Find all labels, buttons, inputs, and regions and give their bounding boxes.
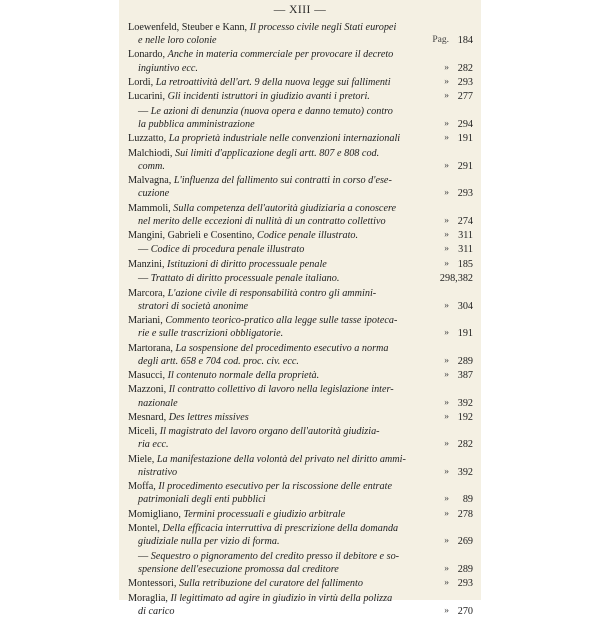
entry-author: Moffa, bbox=[128, 481, 156, 493]
entry-title: nel merito delle eccezioni di nullità di un contratto collettivo bbox=[138, 215, 386, 227]
entry-line bbox=[128, 563, 416, 576]
page-reference bbox=[444, 493, 473, 506]
page-reference bbox=[444, 258, 473, 271]
page-number-ref: 270 bbox=[457, 605, 473, 617]
index-entry bbox=[119, 522, 481, 548]
entry-title: cuzione bbox=[138, 188, 170, 200]
page-marker: » bbox=[444, 370, 449, 381]
index-entry bbox=[119, 508, 481, 521]
index-entry bbox=[119, 202, 481, 228]
entry-author: Montessori, bbox=[128, 578, 177, 590]
entry-title: Codice di procedura penale illustrato bbox=[150, 244, 305, 256]
entry-line bbox=[128, 118, 416, 131]
entry-line bbox=[128, 397, 416, 410]
page-number: — XIII — bbox=[273, 4, 327, 16]
entry-author: Lordi, bbox=[128, 76, 154, 88]
entry-line bbox=[128, 215, 416, 228]
entry-title: Gli incidenti istruttori in giudizio avanti i pretori. bbox=[167, 91, 370, 103]
entry-author: Momigliano, bbox=[128, 508, 181, 520]
entry-line bbox=[128, 453, 416, 466]
page-number-ref: 289 bbox=[457, 563, 473, 575]
entry-line bbox=[128, 21, 416, 34]
page-number-ref: 269 bbox=[457, 536, 473, 548]
entry-author: Lonardo, bbox=[128, 49, 166, 61]
entry-author: Manzini, bbox=[128, 258, 165, 270]
entry-title: La manifestazione della volontà del privato nel diritto ammi- bbox=[156, 453, 406, 465]
entry-line bbox=[128, 287, 416, 300]
page-number-ref: 311 bbox=[458, 230, 473, 242]
entry-line bbox=[128, 355, 416, 368]
entry-line bbox=[128, 243, 416, 256]
page-reference bbox=[444, 300, 473, 313]
page-number-ref: 89 bbox=[462, 494, 473, 506]
entry-line bbox=[128, 369, 416, 382]
index-entry bbox=[119, 577, 481, 590]
entry-line bbox=[128, 258, 416, 271]
page-number-ref: 191 bbox=[457, 328, 473, 340]
entry-title: Il legittimato ad agire in giudizio in virtù della polizza bbox=[170, 592, 393, 604]
index-entry bbox=[119, 258, 481, 271]
page-number-ref: 184 bbox=[457, 35, 473, 47]
index-entry bbox=[119, 105, 481, 131]
page-number-ref: 311 bbox=[458, 244, 473, 256]
page-marker: » bbox=[444, 244, 449, 255]
page-reference bbox=[444, 369, 473, 382]
entry-title: degli artt. 658 e 704 cod. proc. civ. ecc. bbox=[138, 355, 299, 367]
index-entry bbox=[119, 411, 481, 424]
entry-title: nazionale bbox=[138, 397, 178, 409]
page-number-ref: 298,382 bbox=[439, 273, 473, 285]
page-marker: » bbox=[444, 411, 449, 422]
page-marker: » bbox=[444, 536, 449, 547]
index-entry bbox=[119, 453, 481, 479]
entry-line bbox=[128, 160, 416, 173]
page-number-ref: 387 bbox=[457, 370, 473, 382]
entry-title: La proprietà industriale nelle convenzioni internazionali bbox=[168, 133, 401, 145]
entry-line bbox=[128, 174, 416, 187]
page-reference bbox=[444, 466, 473, 479]
index-entry bbox=[119, 480, 481, 506]
page-reference bbox=[444, 132, 473, 145]
page-reference bbox=[444, 62, 473, 75]
entry-line bbox=[128, 383, 416, 396]
page-marker: » bbox=[444, 466, 449, 477]
index-entry bbox=[119, 272, 481, 285]
entry-line bbox=[128, 466, 416, 479]
entry-author: — bbox=[138, 550, 149, 562]
page-number-ref: 293 bbox=[457, 578, 473, 590]
entry-author: Miele, bbox=[128, 453, 155, 465]
page-number-ref: 293 bbox=[457, 76, 473, 88]
index-entry bbox=[119, 21, 481, 47]
entry-title: Il contratto collettivo di lavoro nella legislazione inter- bbox=[168, 384, 394, 396]
page-marker: » bbox=[444, 258, 449, 269]
entry-line bbox=[128, 592, 416, 605]
entry-author: Mazzoni, bbox=[128, 384, 167, 396]
entry-title: Sulla competenza dell'autorità giudiziaria a conoscere bbox=[173, 202, 397, 214]
entry-line bbox=[128, 132, 416, 145]
entry-title: La retroattività dell'art. 9 della nuova legge sui fallimenti bbox=[155, 76, 391, 88]
entry-author: — bbox=[138, 244, 149, 256]
page-number-ref: 293 bbox=[457, 188, 473, 200]
entry-title: Il magistrato del lavoro organo dell'autorità giudizia- bbox=[159, 426, 380, 438]
entry-author: Malvagna, bbox=[128, 175, 172, 187]
entry-title: stratori di società anonime bbox=[138, 300, 249, 312]
entry-author: Mesnard, bbox=[128, 411, 167, 423]
page-number-ref: 291 bbox=[457, 160, 473, 172]
entry-line bbox=[128, 425, 416, 438]
entry-title: L'influenza del fallimento sui contratti in corso d'ese- bbox=[173, 175, 392, 187]
entry-author: Luzzatto, bbox=[128, 133, 167, 145]
index-entry bbox=[119, 425, 481, 451]
entry-title: Sulla retribuzione del curatore del fallimento bbox=[178, 578, 363, 590]
index-entry bbox=[119, 314, 481, 340]
entry-author: Martorana, bbox=[128, 342, 173, 354]
entry-title: Le azioni di denunzia (nuova opera e danno temuto) contro bbox=[150, 105, 393, 117]
page-marker: » bbox=[444, 563, 449, 574]
page-number-ref: 282 bbox=[457, 62, 473, 74]
entry-line bbox=[128, 202, 416, 215]
entry-line bbox=[128, 76, 416, 89]
entry-line bbox=[128, 411, 416, 424]
page-marker: » bbox=[444, 230, 449, 241]
page-marker: Pag. bbox=[432, 35, 449, 46]
page-reference bbox=[444, 535, 473, 548]
entry-title: ingiuntivo ecc. bbox=[138, 62, 198, 74]
page-reference bbox=[444, 229, 473, 242]
entry-title: di carico bbox=[138, 605, 175, 617]
entry-title: Il procedimento esecutivo per la riscossione delle entrate bbox=[158, 481, 392, 493]
page-number-ref: 274 bbox=[457, 215, 473, 227]
page-number-ref: 304 bbox=[457, 300, 473, 312]
entry-author: Lucarini, bbox=[128, 91, 166, 103]
page-number-ref: 392 bbox=[457, 397, 473, 409]
entry-line bbox=[128, 493, 416, 506]
entry-line bbox=[128, 300, 416, 313]
entry-title: comm. bbox=[138, 160, 165, 172]
entry-author: — bbox=[138, 105, 149, 117]
entry-author: Montel, bbox=[128, 523, 160, 535]
entry-line bbox=[128, 438, 416, 451]
entry-line bbox=[128, 34, 416, 47]
page-marker: » bbox=[444, 91, 449, 102]
entry-line bbox=[128, 105, 416, 118]
entry-line bbox=[128, 577, 416, 590]
index-entry bbox=[119, 592, 481, 618]
index-entry bbox=[119, 132, 481, 145]
entry-line bbox=[128, 48, 416, 61]
entry-title: nistrativo bbox=[138, 466, 178, 478]
entry-title: Sui limiti d'applicazione degli artt. 807 e 808 cod. bbox=[174, 147, 380, 159]
entry-line bbox=[128, 90, 416, 103]
entry-title: Istituzioni di diritto processuale penale bbox=[167, 258, 327, 270]
page-marker: » bbox=[444, 133, 449, 144]
page-marker: » bbox=[444, 508, 449, 519]
page-number-ref: 392 bbox=[457, 466, 473, 478]
entry-author: Miceli, bbox=[128, 426, 158, 438]
page-reference bbox=[444, 215, 473, 228]
entry-title: Commento teorico-pratico alla legge sulle tasse ipoteca- bbox=[165, 315, 398, 327]
page-marker: » bbox=[444, 215, 449, 226]
index-entry bbox=[119, 550, 481, 576]
entry-author: Masucci, bbox=[128, 370, 166, 382]
entry-title: La sospensione del procedimento esecutivo a norma bbox=[175, 342, 389, 354]
entry-title: ria ecc. bbox=[138, 439, 169, 451]
index-entry bbox=[119, 174, 481, 200]
page-number-ref: 278 bbox=[457, 508, 473, 520]
entry-title: Trattato di diritto processuale penale italiano. bbox=[150, 273, 340, 285]
page-marker: » bbox=[444, 300, 449, 311]
entry-author: Marcora, bbox=[128, 287, 166, 299]
index-entry bbox=[119, 76, 481, 89]
entry-title: Codice penale illustrato. bbox=[257, 230, 359, 242]
index-list bbox=[119, 21, 481, 619]
page-number-ref: 294 bbox=[457, 118, 473, 130]
entry-author: Mammoli, bbox=[128, 202, 171, 214]
page-marker: » bbox=[444, 62, 449, 73]
index-entry bbox=[119, 48, 481, 74]
entry-line bbox=[128, 187, 416, 200]
page-marker: » bbox=[444, 118, 449, 129]
page-reference bbox=[432, 34, 473, 47]
entry-title: Della efficacia interruttiva di prescrizione della domanda bbox=[162, 523, 399, 535]
entry-title: spensione dell'esecuzione promossa dal creditore bbox=[138, 563, 339, 575]
page-reference bbox=[444, 397, 473, 410]
entry-line bbox=[128, 522, 416, 535]
entry-title: giudiziale nulla per vizio di forma. bbox=[138, 536, 280, 548]
index-entry bbox=[119, 229, 481, 242]
index-entry bbox=[119, 287, 481, 313]
page-marker: » bbox=[444, 188, 449, 199]
index-entry bbox=[119, 243, 481, 256]
page-reference bbox=[444, 243, 473, 256]
entry-line bbox=[128, 550, 416, 563]
entry-author: Malchiodi, bbox=[128, 147, 173, 159]
entry-title: L'azione civile di responsabilità contro gli ammini- bbox=[167, 287, 377, 299]
entry-line bbox=[128, 147, 416, 160]
index-entry bbox=[119, 342, 481, 368]
page-number-ref: 192 bbox=[457, 411, 473, 423]
page-marker: » bbox=[444, 76, 449, 87]
entry-line bbox=[128, 342, 416, 355]
page-number-ref: 289 bbox=[457, 355, 473, 367]
entry-title: Des lettres missives bbox=[168, 411, 249, 423]
page-number-ref: 277 bbox=[457, 91, 473, 103]
book-page bbox=[119, 0, 481, 617]
entry-title: Termini processuali e giudizio arbitrale bbox=[183, 508, 346, 520]
page-reference bbox=[444, 577, 473, 590]
entry-author: Moraglia, bbox=[128, 592, 168, 604]
entry-author: Mangini, Gabrieli e Cosentino, bbox=[128, 230, 255, 242]
entry-title: la pubblica amministrazione bbox=[138, 118, 255, 130]
entry-line bbox=[128, 229, 416, 242]
entry-title: patrimoniali degli enti pubblici bbox=[138, 494, 266, 506]
entry-author: — bbox=[138, 273, 149, 285]
page-reference bbox=[444, 411, 473, 424]
page-marker: » bbox=[444, 494, 449, 505]
entry-line bbox=[128, 480, 416, 493]
entry-title: rie e sulle trascrizioni obbligatorie. bbox=[138, 328, 284, 340]
entry-title: Il processo civile negli Stati europei bbox=[249, 22, 397, 33]
entry-line bbox=[128, 62, 416, 75]
entry-title: Il contenuto normale della proprietà. bbox=[167, 370, 320, 382]
entry-line bbox=[128, 605, 416, 618]
entry-line bbox=[128, 272, 416, 285]
page-reference bbox=[444, 508, 473, 521]
entry-line bbox=[128, 314, 416, 327]
entry-line bbox=[128, 508, 416, 521]
page-reference bbox=[444, 438, 473, 451]
page-reference bbox=[440, 272, 473, 285]
page-marker: » bbox=[444, 439, 449, 450]
entry-line bbox=[128, 327, 416, 340]
page-reference bbox=[444, 355, 473, 368]
page-reference bbox=[444, 90, 473, 103]
page-number-ref: 282 bbox=[457, 439, 473, 451]
page-reference bbox=[444, 118, 473, 131]
entry-line bbox=[128, 535, 416, 548]
index-entry bbox=[119, 369, 481, 382]
page-reference bbox=[444, 327, 473, 340]
page-marker: » bbox=[444, 328, 449, 339]
page-marker: » bbox=[444, 160, 449, 171]
page-marker: » bbox=[444, 397, 449, 408]
entry-title: Sequestro o pignoramento del credito presso il debitore e so- bbox=[150, 550, 400, 562]
entry-title: Anche in materia commerciale per provocare il decreto bbox=[167, 49, 394, 61]
page-marker: » bbox=[444, 355, 449, 366]
page-reference bbox=[444, 160, 473, 173]
page-marker: » bbox=[444, 578, 449, 589]
page-marker: » bbox=[444, 605, 449, 616]
index-entry bbox=[119, 383, 481, 409]
index-entry bbox=[119, 90, 481, 103]
index-entry bbox=[119, 147, 481, 173]
page-reference bbox=[444, 187, 473, 200]
page-reference bbox=[444, 563, 473, 576]
page-number-ref: 191 bbox=[457, 133, 473, 145]
entry-author: Loewenfeld, Steuber e Kann, bbox=[128, 22, 248, 33]
page-reference bbox=[444, 605, 473, 618]
page-reference bbox=[444, 76, 473, 89]
page-number-ref: 185 bbox=[457, 258, 473, 270]
entry-title: e nelle loro colonie bbox=[138, 35, 217, 47]
entry-author: Mariani, bbox=[128, 315, 163, 327]
